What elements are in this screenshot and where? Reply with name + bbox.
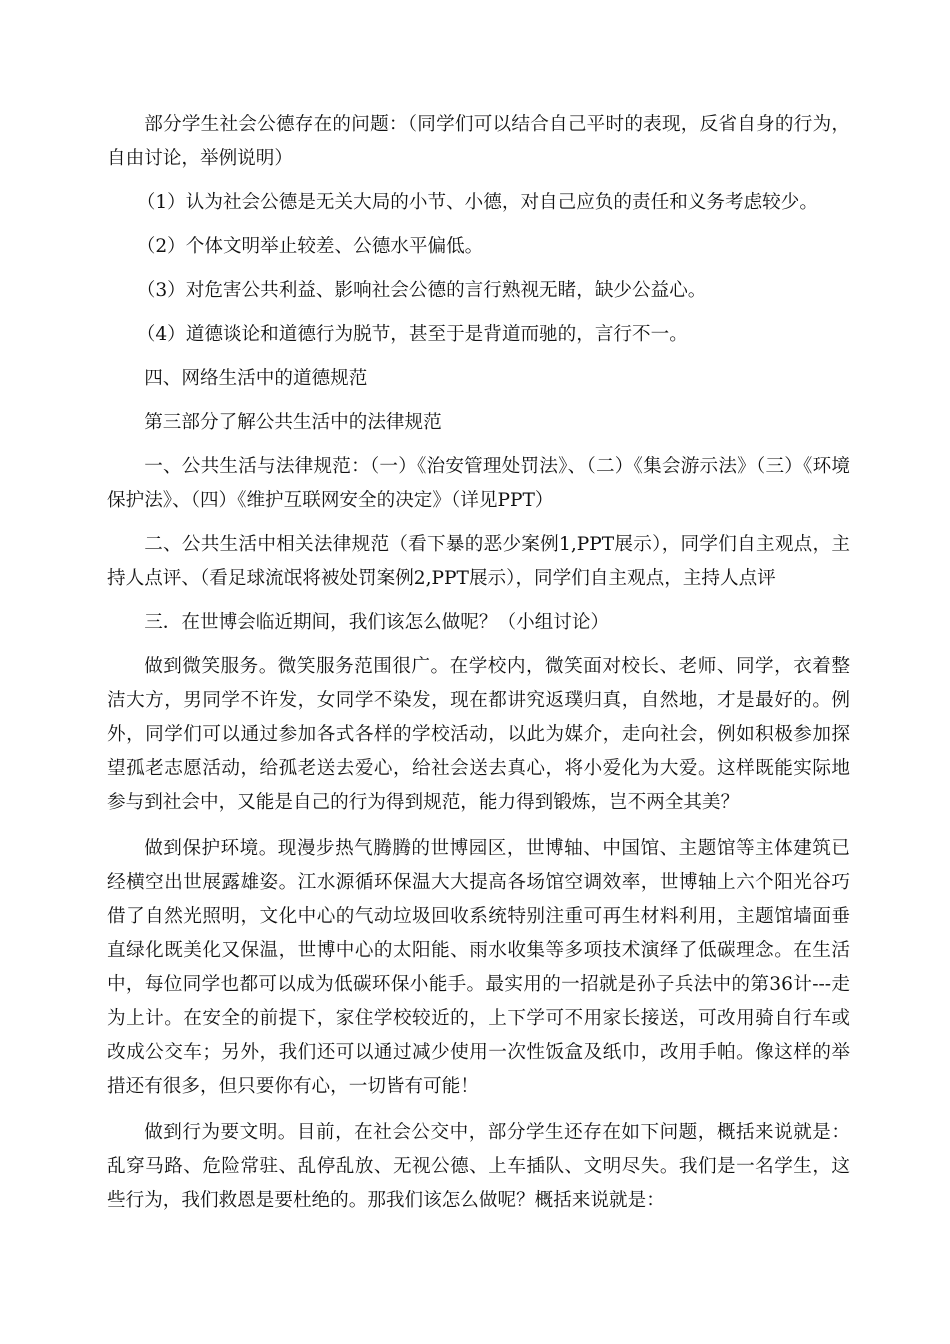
paragraph-cases: 二、公共生活中相关法律规范（看下暴的恶少案例1,PPT展示），同学们自主观点，主持人点评、（看足球流氓将被处罚案例2,PPT展示），同学们自主观点，主持人点评 <box>107 534 850 589</box>
section-heading-network: 四、网络生活中的道德规范 <box>144 368 368 389</box>
paragraph-expo-question: 三．在世博会临近期间，我们该怎么做呢？（小组讨论） <box>144 612 610 633</box>
paragraph-smile-service: 做到微笑服务。微笑服务范围很广。在学校内，微笑面对校长、老师、同学，衣着整洁大方，男同学不许发，女同学不染发，现在都讲究返璞归真，自然地，才是最好的。例外，同学们可以通过参加各式各样的学校活动，以此为媒介，走向社会，例如积极参加探望孤老志愿活动，给孤老送去爱心，给社会送去真心，将小爱化为大爱。这样既能实际地参与到社会中，又能是自己的行为得到规范，能力得到锻炼，岂不两全其美？ <box>107 656 850 813</box>
section-heading-part3: 第三部分了解公共生活中的法律规范 <box>144 412 442 433</box>
paragraph-intro: 部分学生社会公德存在的问题：（同学们可以结合自己平时的表现，反省自身的行为，自由讨论，举例说明） <box>107 114 850 169</box>
paragraph-civilized-behavior: 做到行为要文明。目前，在社会公交中，部分学生还存在如下问题，概括来说就是：乱穿马路、危险常驻、乱停乱放、无视公德、上车插队、文明尽失。我们是一名学生，这些行为，我们救恩是要杜绝的。那我们该怎么做呢？概括来说就是： <box>107 1122 850 1211</box>
paragraph-environment: 做到保护环境。现漫步热气腾腾的世博园区，世博轴、中国馆、主题馆等主体建筑已经横空出世展露雄姿。江水源循环保温大大提高各场馆空调效率，世博轴上六个阳光谷巧借了自然光照明，文化中心的气动垃圾回收系统特别注重可再生材料利用，主题馆墙面垂直绿化既美化又保温，世博中心的太阳能、雨水收集等多项技术演绎了低碳理念。在生活中，每位同学也都可以成为低碳环保小能手。最实用的一招就是孙子兵法中的第36计---走为上计。在安全的前提下，家住学校较近的，上下学可不用家长接送，可改用骑自行车或改成公交车；另外，我们还可以通过减少使用一次性饭盒及纸巾，改用手帕。像这样的举措还有很多，但只要你有心，一切皆有可能！ <box>107 838 850 1097</box>
paragraph-item-3: （3）对危害公共利益、影响社会公德的言行熟视无睹，缺少公益心。 <box>136 280 707 301</box>
paragraph-item-2: （2）个体文明举止较差、公德水平偏低。 <box>136 236 484 257</box>
paragraph-laws: 一、公共生活与法律规范：（一）《治安管理处罚法》、（二）《集会游示法》（三）《环境保护法》、（四）《维护互联网安全的决定》（详见PPT） <box>107 456 850 511</box>
paragraph-item-4: （4）道德谈论和道德行为脱节，甚至于是背道而驰的，言行不一。 <box>136 324 688 345</box>
paragraph-item-1: （1）认为社会公德是无关大局的小节、小德，对自己应负的责任和义务考虑较少。 <box>136 192 818 213</box>
